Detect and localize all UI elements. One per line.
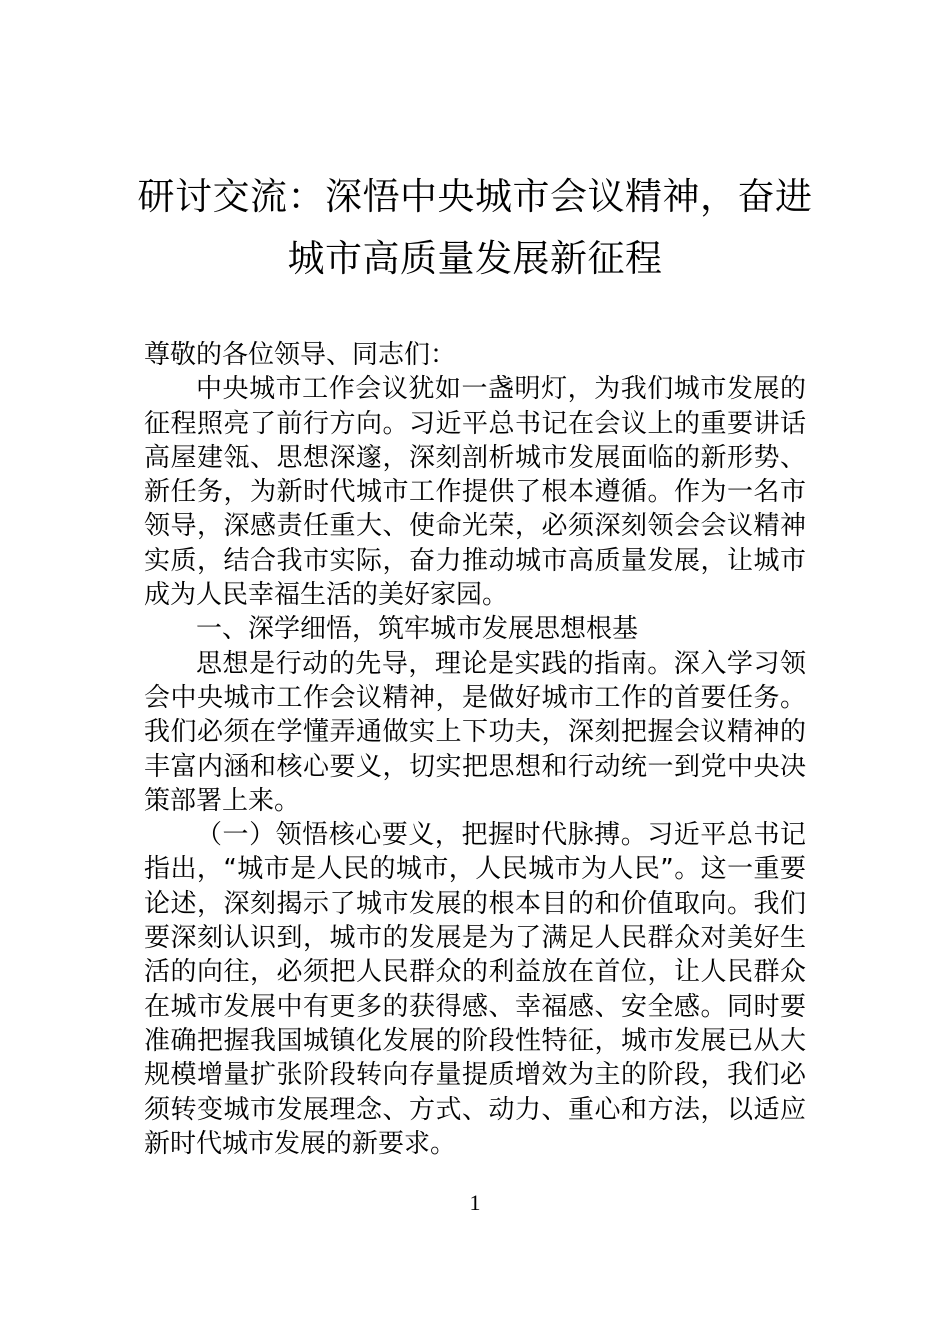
paragraph-section-1: 思想是行动的先导，理论是实践的指南。深入学习领会中央城市工作会议精神，是做好城市工作的首要任务。我们必须在学懂弄通做实上下功夫，深刻把握会议精神的丰富内涵和核心要义，切实把思想和行动统一到党中央决策部署上来。 [144,648,806,816]
paragraph-intro: 中央城市工作会议犹如一盏明灯，为我们城市发展的征程照亮了前行方向。习近平总书记在会议上的重要讲话高屋建瓴、思想深邃，深刻剖析城市发展面临的新形势、新任务，为新时代城市工作提供了根本遵循。作为一名市领导，深感责任重大、使命光荣，必须深刻领会会议精神实质，结合我市实际，奋力推动城市高质量发展，让城市成为人民幸福生活的美好家园。 [144,374,806,611]
title-line-1: 研讨交流：深悟中央城市会议精神，奋进 [137,175,813,218]
document-title [120,166,830,290]
salutation: 尊敬的各位领导、同志们： [144,340,457,370]
document-body [144,338,806,1161]
paragraph-subsection-1: （一）领悟核心要义，把握时代脉搏。习近平总书记指出，“城市是人民的城市，人民城市为人民”。这一重要论述，深刻揭示了城市发展的根本目的和价值取向。我们要深刻认识到，城市的发展是为了满足人民群众对美好生活的向往，必须把人民群众的利益放在首位，让人民群众在城市发展中有更多的获得感、幸福感、安全感。同时要准确把握我国城镇化发展的阶段性特征，城市发展已从大规模增量扩张阶段转向存量提质增效为主的阶段，我们必须转变城市发展理念、方式、动力、重心和方法，以适应新时代城市发展的新要求。 [144,820,806,1159]
title-line-2: 城市高质量发展新征程 [287,237,663,280]
page-number: 1 [469,1190,481,1215]
section-heading-1: 一、深学细悟，筑牢城市发展思想根基 [196,614,639,645]
